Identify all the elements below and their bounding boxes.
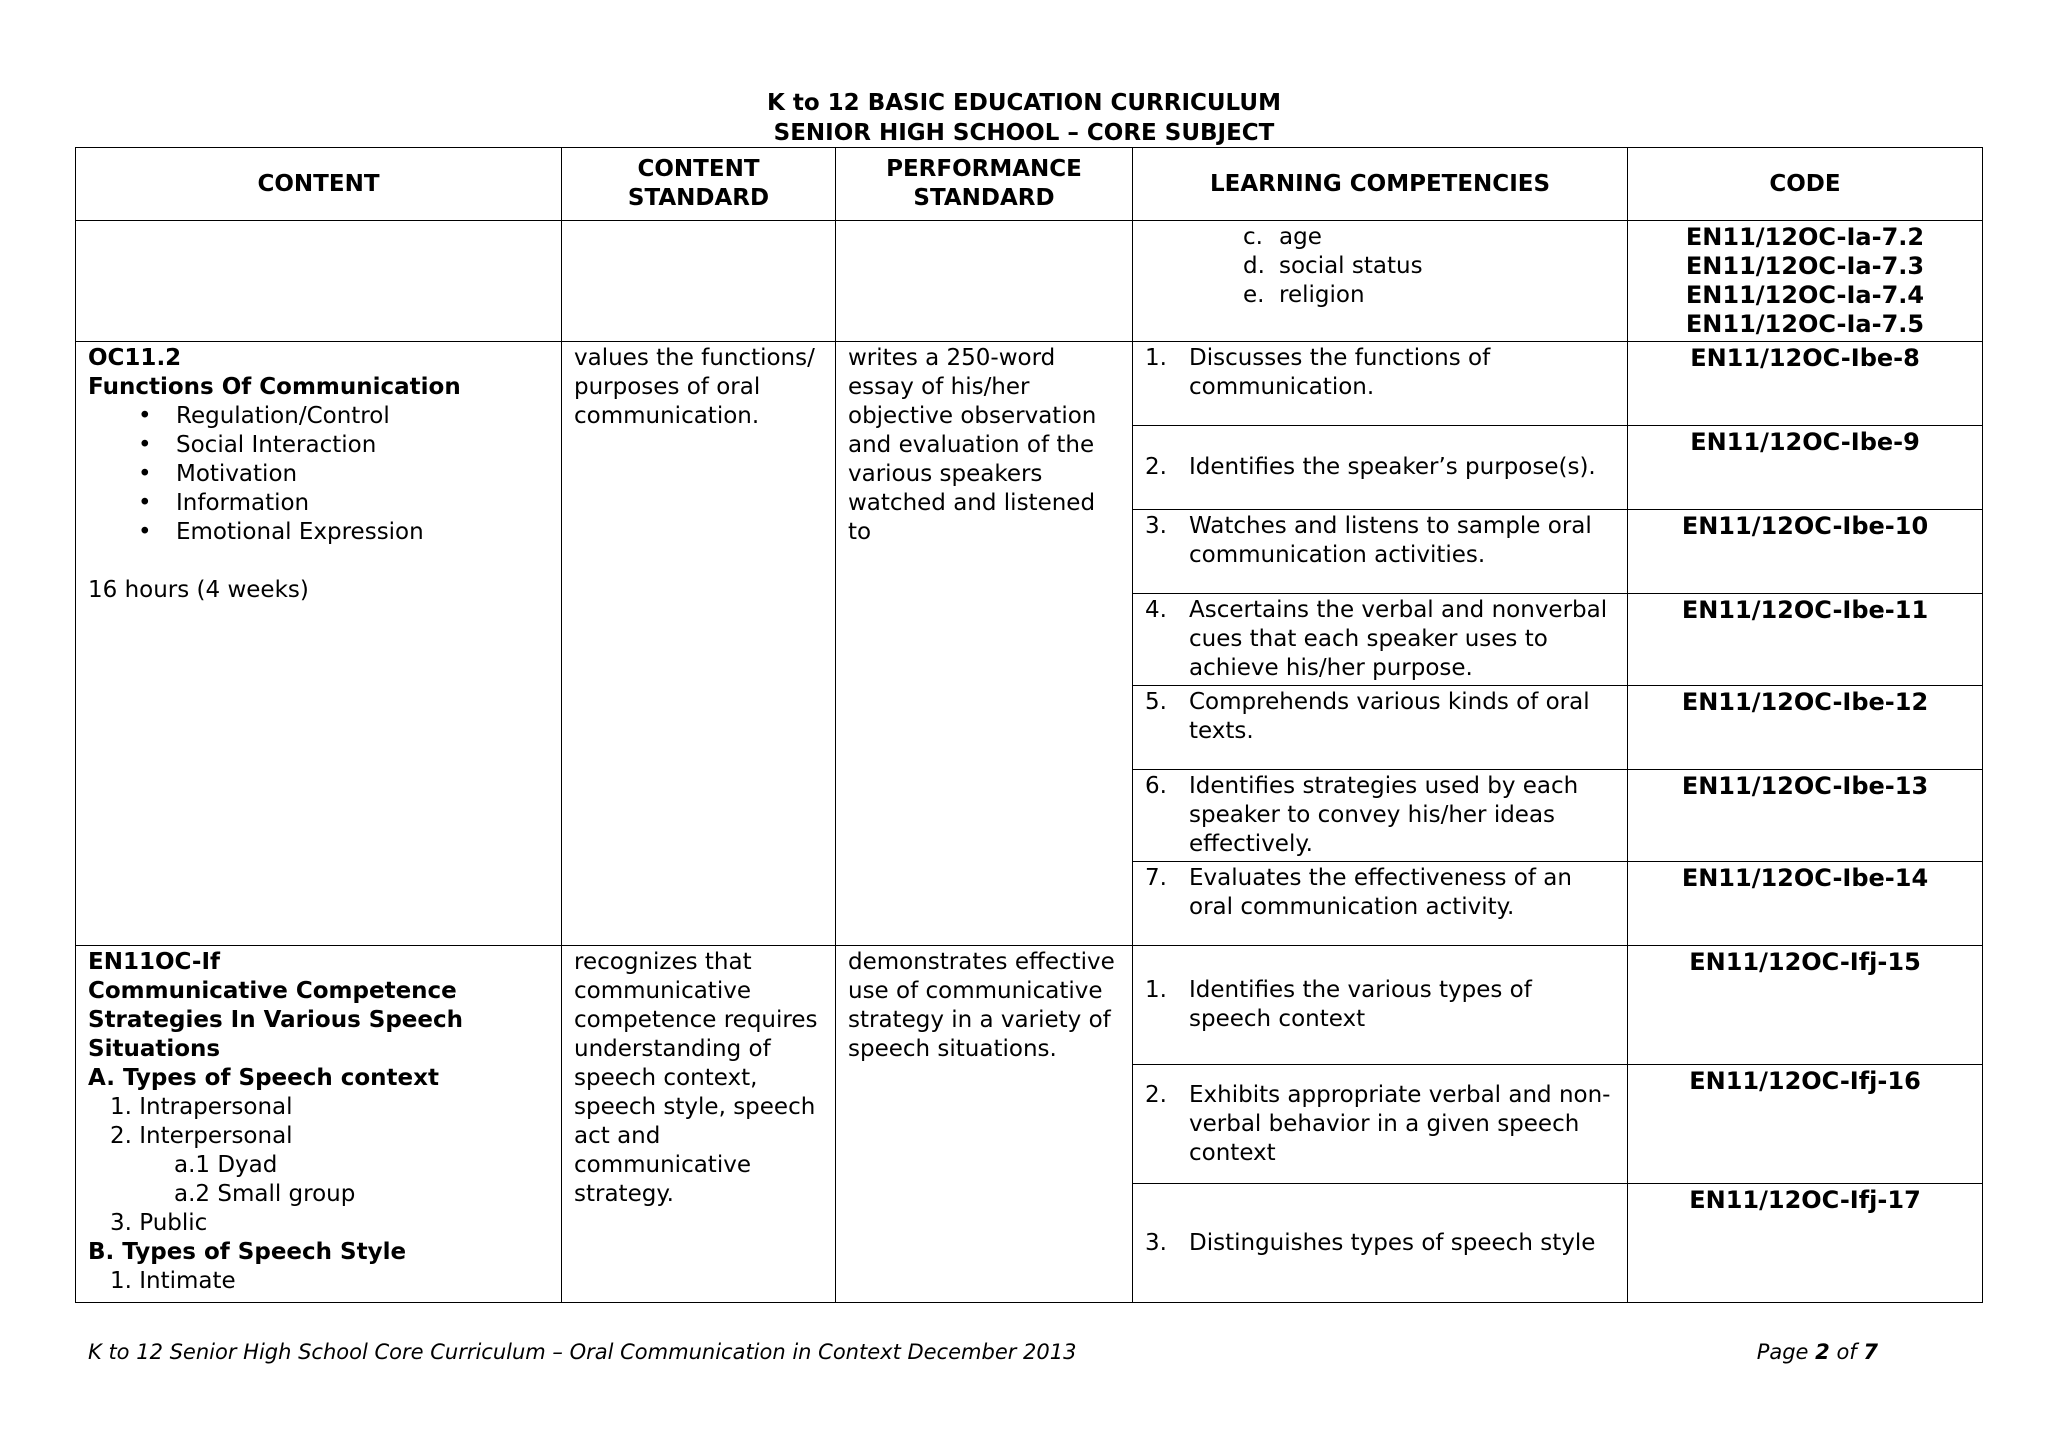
subsection-heading: A. Types of Speech context <box>88 1065 439 1091</box>
content-standard-cell <box>562 221 836 342</box>
code-text: EN11/12OC-Ia-7.3 <box>1685 252 1925 280</box>
code-text: EN11/12OC-Ia-7.2 <box>1685 223 1925 251</box>
code-cell: EN11/12OC-Ibe-14 <box>1628 862 1983 946</box>
col-header-content: CONTENT <box>76 148 562 221</box>
sub-list <box>1145 223 1615 310</box>
list-item: d. social status <box>1243 253 1423 279</box>
list-item: e. religion <box>1243 282 1365 308</box>
table-row <box>76 342 1983 426</box>
list-item: • Social Interaction <box>88 431 549 460</box>
col-header-performance-standard: PERFORMANCE STANDARD <box>836 148 1133 221</box>
list-item: 1. Intimate <box>110 1268 236 1294</box>
table-row <box>76 946 1983 1065</box>
competency-cell: 7. Evaluates the effectiveness of an oral communication activity. <box>1133 862 1628 946</box>
document-header <box>0 88 2048 148</box>
code-cell: EN11/12OC-Ibe-13 <box>1628 770 1983 862</box>
content-standard-cell: recognizes that communicative competence requires understanding of speech context, speech style, speech act and communicative strategy. <box>562 946 836 1303</box>
code-cell: EN11/12OC-Ifj-17 <box>1628 1184 1983 1303</box>
section-id: EN11OC-If <box>88 949 221 975</box>
list-item: • Information <box>88 489 549 518</box>
header-title: K to 12 BASIC EDUCATION CURRICULUM <box>767 90 1281 116</box>
col-header-learning-competencies: LEARNING COMPETENCIES <box>1133 148 1628 221</box>
col-header-code: CODE <box>1628 148 1983 221</box>
code-cell: EN11/12OC-Ifj-16 <box>1628 1065 1983 1184</box>
list-item: c. age <box>1243 224 1322 250</box>
code-cell: EN11/12OC-Ibe-10 <box>1628 510 1983 594</box>
footer-title: K to 12 Senior High School Core Curriculum – Oral Communication in Context December 2013 <box>88 1340 1077 1364</box>
performance-standard-cell: demonstrates effective use of communicative strategy in a variety of speech situations. <box>836 946 1133 1303</box>
duration-text: 16 hours (4 weeks) <box>88 577 309 603</box>
competency-cell: 2. Identifies the speaker’s purpose(s). <box>1133 426 1628 510</box>
list-item: 3. Public <box>110 1210 208 1236</box>
content-cell <box>76 221 562 342</box>
content-standard-cell: values the functions/ purposes of oral communication. <box>562 342 836 946</box>
section-id: OC11.2 <box>88 345 182 371</box>
section-title: Communicative Competence Strategies In Various Speech Situations <box>88 978 463 1062</box>
competency-cell: 2. Exhibits appropriate verbal and non-verbal behavior in a given speech context <box>1133 1065 1628 1184</box>
list-item: a.1 Dyad <box>174 1152 278 1178</box>
competency-cell: 3. Watches and listens to sample oral communication activities. <box>1133 510 1628 594</box>
code-text: EN11/12OC-Ia-7.5 <box>1685 310 1925 338</box>
performance-standard-cell <box>836 221 1133 342</box>
section-title: Functions Of Communication <box>88 374 461 400</box>
list-item: • Motivation <box>88 460 549 489</box>
subsection-heading: B. Types of Speech Style <box>88 1239 407 1265</box>
competency-cell: 3. Distinguishes types of speech style <box>1133 1184 1628 1303</box>
bullet-list <box>88 402 549 547</box>
competency-cell: 5. Comprehends various kinds of oral texts. <box>1133 686 1628 770</box>
code-cell <box>1628 221 1983 342</box>
performance-standard-cell: writes a 250-word essay of his/her objective observation and evaluation of the various speakers watched and listened to <box>836 342 1133 946</box>
competency-cell: 1. Identifies the various types of speech context <box>1133 946 1628 1065</box>
list-item: • Regulation/Control <box>88 402 549 431</box>
list-item: a.2 Small group <box>174 1181 356 1207</box>
page-number: Page 2 of 7 <box>1756 1340 1878 1364</box>
competency-cell: 4. Ascertains the verbal and nonverbal cues that each speaker uses to achieve his/her purpose. <box>1133 594 1628 686</box>
code-cell: EN11/12OC-Ibe-8 <box>1628 342 1983 426</box>
table-row <box>76 221 1983 342</box>
competency-cell: 1. Discusses the functions of communication. <box>1133 342 1628 426</box>
table-header-row <box>76 148 1983 221</box>
code-cell: EN11/12OC-Ibe-11 <box>1628 594 1983 686</box>
code-text: EN11/12OC-Ia-7.4 <box>1685 281 1925 309</box>
list-item: 2. Interpersonal <box>110 1123 293 1149</box>
curriculum-table <box>75 147 1983 1303</box>
competency-cell <box>1133 221 1628 342</box>
list-item: • Emotional Expression <box>88 518 549 547</box>
content-cell <box>76 342 562 946</box>
header-subtitle: SENIOR HIGH SCHOOL – CORE SUBJECT <box>773 120 1275 146</box>
code-cell: EN11/12OC-Ibe-9 <box>1628 426 1983 510</box>
code-cell: EN11/12OC-Ifj-15 <box>1628 946 1983 1065</box>
code-cell: EN11/12OC-Ibe-12 <box>1628 686 1983 770</box>
list-item: 1. Intrapersonal <box>110 1094 293 1120</box>
col-header-content-standard: CONTENT STANDARD <box>562 148 836 221</box>
competency-cell: 6. Identifies strategies used by each speaker to convey his/her ideas effectively. <box>1133 770 1628 862</box>
content-cell <box>76 946 562 1303</box>
